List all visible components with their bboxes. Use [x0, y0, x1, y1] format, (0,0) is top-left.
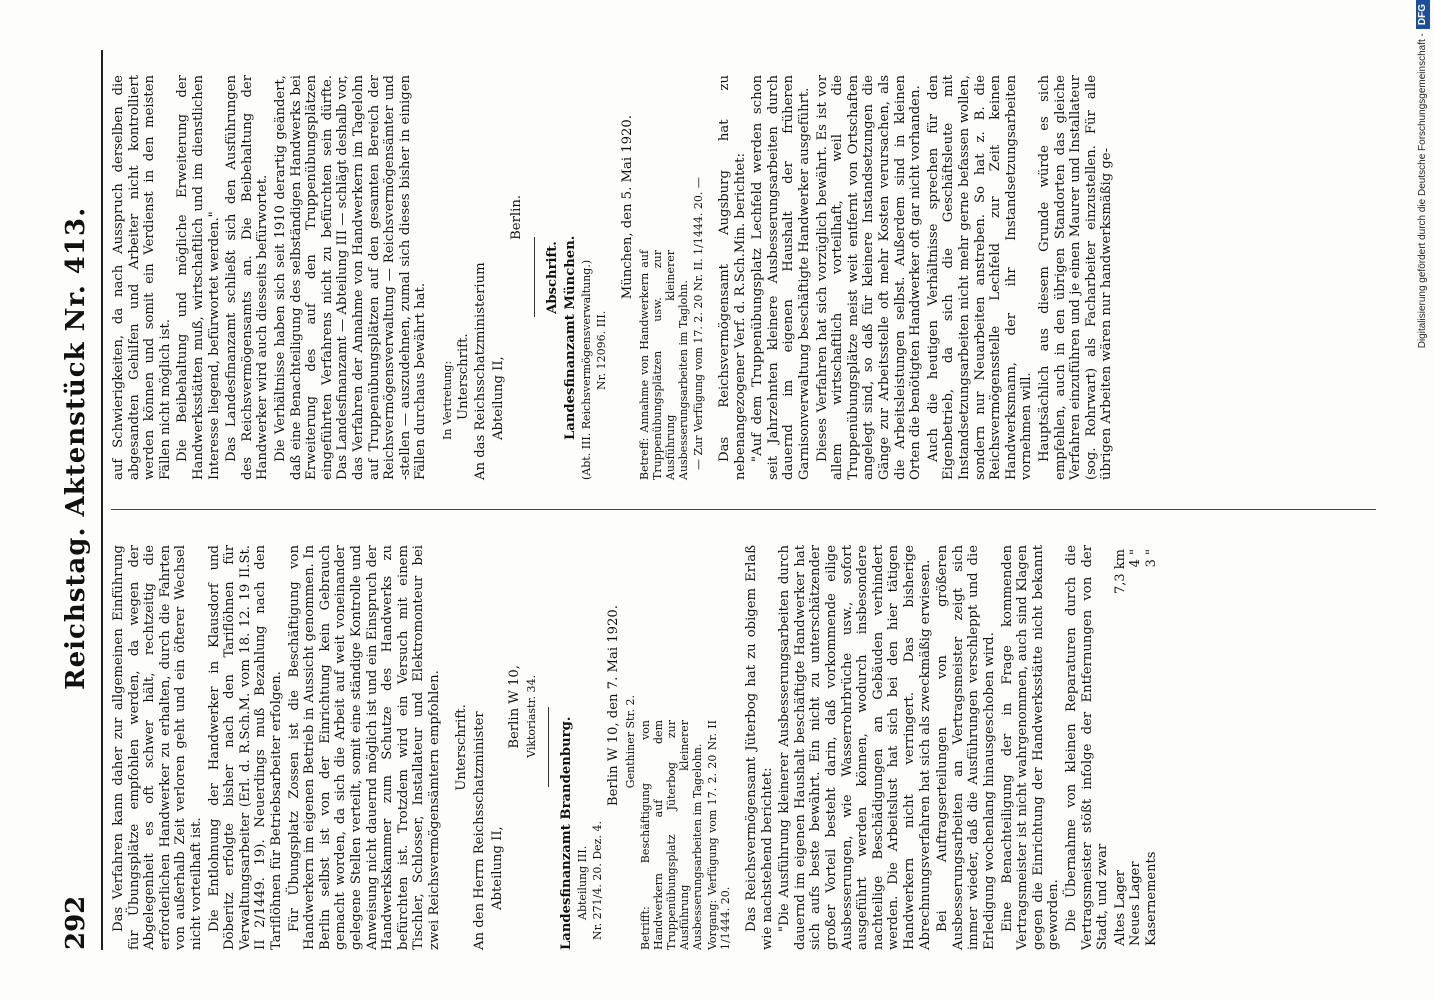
separator — [534, 238, 535, 318]
letter-subheading: Abteilung III. — [576, 845, 590, 920]
rotated-page-content — [57, 50, 1387, 950]
header-rule — [101, 50, 103, 950]
separator — [548, 708, 549, 788]
address-line: Berlin. — [508, 195, 524, 240]
paragraph: Eine Benachteiligung der in Frage kommenden Vertragsmeister ist nicht wahrgenommen, auch sind Klagen gegen die Einrichtung der Handwerksstätte nicht bekannt geworden. — [999, 545, 1062, 950]
dfg-logo: DFG — [1416, 0, 1430, 29]
paragraph: Das Verfahren kann daher zur allgemeinen Einführung für Übungsplätze empfohlen werden, da wegen der Abgelegenheit es oft schwer hält, rechtzeitig die erforderlichen Handwerker zu erhalten, durch die Fahrten von außerhalb Zeit verloren geht und ein öfterer Wechsel nicht vorteilhaft ist. — [111, 545, 204, 950]
table-cell: 7,3 km — [1112, 549, 1128, 595]
paragraph: Die Verhältnisse haben sich seit 1910 derartig geändert, daß eine Benachteiligung des selbständigen Handwerks bei Erweiterung des auf den Truppenübungsplätzen eingeführten Verfahrens nicht zu befürchten sein dürfte. Das Landesfinanzamt — Abteilung III — schlägt deshalb vor, das Verfahren der Annahme von Handwerkern im Tagelohn auf Truppenübungsplätzen auf den gesamten Bereich der Reichsvermögensverwaltung — Reichsvermögensämter und -stellen — auszudehnen, zumal sich dieses bisher in einigen Fällen durchaus bewährt hat. — [272, 75, 429, 480]
letter-subheading: (Abt. III. Reichsvermögensverwaltung.) — [580, 259, 594, 480]
table-row — [1144, 545, 1160, 950]
vertretung-note: In Vertretung: — [440, 360, 454, 440]
table-row — [1128, 545, 1144, 950]
paragraph: Das Reichsvermögensamt Augsburg hat zu nebenangezogener Verf. d. R.Sch.Min. berichtet: — [717, 75, 748, 480]
paragraph: Die Übernahme von kleinen Reparaturen durch die Vertragsmeister stößt infolge der Entfernungen von der Stadt, und zwar — [1063, 545, 1111, 950]
paragraph: Die Entlohnung der Handwerker in Klausdorf und Döberitz erfolgte bisher nach den Tariflöhnen für Verwaltungsarbeiter (Erl. d. R.Sch.M. vom 18. 12. 19 II.St. II 2/1449. 19). Neuerdings muß Bezahlung nach den Tariflöhnen für Betriebsarbeiter erfolgen. — [206, 545, 284, 950]
address-line: Viktoriastr. 34. — [524, 675, 538, 758]
paragraph: "Auf dem Truppenübungsplatz Lechfeld werden schon seit Jahrzehnten kleinere Ausbesserungsarbeiten durch dauernd im eigenen Haushalt der früheren Garnisonverwaltung beschäftigte Handwerker ausgeführt. — [750, 75, 812, 480]
reference-number: Nr. 271/4. 20. Dez. 4. — [591, 821, 605, 940]
paragraph: Für Übungsplatz Zossen ist die Beschäftigung von Handwerkern im eigenen Betrieb in Aussicht genommen. In Berlin selbst ist von der Einrichtung kein Gebrauch gemacht worden, da sich die Arbeit auf weit voneinander gelegene Stellen verteilt, somit eine ständige Kontrolle und Anweisung nicht dauernd möglich ist und ein Einspruch der Handwerkskammer zum Schutze des Handwerks zu befürchten ist. Trotzdem wird ein Versuch mit einem Tischler, Schlosser, Installateur und Elektromonteur bei zwei Reichsvermögensämtern empfohlen. — [286, 545, 442, 950]
distance-table — [1113, 545, 1160, 950]
address-line: Abteilung II, — [491, 356, 507, 440]
paragraph: Das Reichsvermögensamt Jüterbog hat zu obigem Erlaß wie nachstehend berichtet: — [744, 545, 775, 950]
place-date-sub: Genthiner Str. 2. — [624, 695, 638, 789]
table-cell: Altes Lager — [1112, 870, 1128, 946]
table-cell: 4 " — [1128, 549, 1144, 568]
paragraph: Das Landesfinanzamt schließt sich den Ausführungen des Reichsvermögensamts an. Die Beibehaltung der Handwerker wird auch diesseits befürwortet. — [224, 75, 271, 480]
subject-line: Betrifft: Beschäftigung von Handwerkern auf dem Truppenübungsplatz Jüterbog zur Ausführung kleinerer Ausbesserungsarbeiten im Tagelohn. — [639, 720, 705, 950]
column-divider — [111, 509, 1376, 510]
place-date: Berlin W 10, den 7. Mai 1920. — [606, 605, 622, 807]
paragraph: Auch die heutigen Verhältnisse sprechen für den Eigenbetrieb, da sich die Geschäftsleute mit Instandsetzungsarbeiten nicht mehr gerne befassen wollen, sondern nur Neuarbeiten anstreben. So hat z. B. die Reichsvermögensstelle Lechfeld zur Zeit keinen Handwerksmann, der ihr Instandsetzungsarbeiten vornehmen will. — [925, 75, 1035, 480]
reference-number: Nr. 12096. III. — [595, 310, 609, 390]
digitization-note — [1412, 0, 1434, 1000]
table-row — [1113, 545, 1129, 950]
reference-line: Vorgang: Verfügung vom 17. 2. 20 Nr. II 1/1444. 20. — [706, 720, 733, 950]
table-cell: 3 " — [1143, 549, 1159, 568]
paragraph: Die Beibehaltung und mögliche Erweiterung der Handwerksstätten muß, wirtschaftlich und im dienstlichen Interesse liegend, befürwortet werden." — [175, 75, 222, 480]
address-line: Abteilung II, — [489, 826, 505, 910]
letter-heading: Landesfinanzamt München. — [562, 235, 578, 440]
table-cell: Kasernements — [1143, 851, 1159, 946]
signature: Unterschrift. — [454, 704, 470, 791]
address-line: An das Reichsschatzministerium — [473, 262, 489, 480]
signature: Unterschrift. — [455, 333, 471, 420]
page-header — [57, 50, 103, 950]
reference-line: — Zur Verfügung vom 17. 2. 20 Nr. II. 1/1444. 20. — — [692, 177, 706, 470]
subject-line: Betreff: Annahme von Handwerkern auf Truppenübungsplätzen usw. zur Ausführung kleinerer Ausbesserungsarbeiten im Taglohn. — [638, 250, 691, 480]
paragraph: auf Schwierigkeiten, da nach Ausspruch derselben die abgesandten Gehilfen und Arbeiter nicht kontrolliert werden können und somit ein Verdienst in den meisten Fällen nicht möglich ist. — [111, 75, 173, 480]
address-line: An den Herrn Reichsschatzminister — [472, 711, 488, 950]
digitization-text: Digitalisierung gefördert durch die Deutsche Forschungsgemeinschaft - — [1417, 33, 1428, 349]
paragraph: "Die Ausführung kleinerer Ausbesserungsarbeiten durch dauernd im eigenen Haushalt beschäftigte Handwerker hat sich aufs beste bewährt. Ein nicht zu unterschätzender großer Vorteil besteht darin, daß vorkommende eilige Ausbesserungen, wie Wasserrohrbrüche usw., sofort ausgeführt werden können, wodurch insbesondere nachteilige Beschädigungen an Gebäuden verhindert werden. Die Arbeitslust hat sich bei den hier tätigen Handwerkern nicht verringert. Das bisherige Abrechnungsverfahren hat sich als zweckmäßig erwiesen. — [777, 545, 933, 950]
letter-heading: Landesfinanzamt Brandenburg. — [558, 716, 574, 950]
place-date: München, den 5. Mai 1920. — [620, 115, 636, 300]
right-column — [111, 75, 1117, 480]
paragraph: Hauptsächlich aus diesem Grunde würde es sich empfehlen, auch in den übrigen Standorten das gleiche Verfahren einzuführen und je einen Maurer und Installateur (sog. Rohrwart) als Facharbeiter einzustellen. Für alle übrigen Arbeiten wären nur handwerksmäßig ge- — [1036, 75, 1115, 480]
page-title: Reichstag. Aktenstück Nr. 413. — [61, 206, 91, 690]
left-column — [111, 545, 1159, 950]
page-number: 292 — [61, 895, 91, 950]
paragraph: Dieses Verfahren hat sich vorzüglich bewährt. Es ist vor allem wirtschaftlich vorteilhaft, weil die Truppenübungsplätze meist weit entfernt von Ortschaften angelegt sind, so daß für kleinere Instandsetzungen die Gänge zur Arbeitsstelle oft mehr Kosten verursachen, als die Arbeitsleistungen selbst. Außerdem sind in kleinen Orten die benötigten Handwerker oft gar nicht vorhanden. — [814, 75, 924, 480]
paragraph: Bei Auftragserteilungen von größeren Ausbesserungsarbeiten an Vertragsmeister zeigt sich immer wieder, daß die Ausführungen verschleppt und die Erledigung wochenlang hinausgeschoben wird. — [935, 545, 997, 950]
table-cell: Neues Lager — [1128, 861, 1144, 946]
address-line: Berlin W 10, — [507, 665, 523, 749]
abschrift-heading: Abschrift. — [545, 241, 561, 314]
